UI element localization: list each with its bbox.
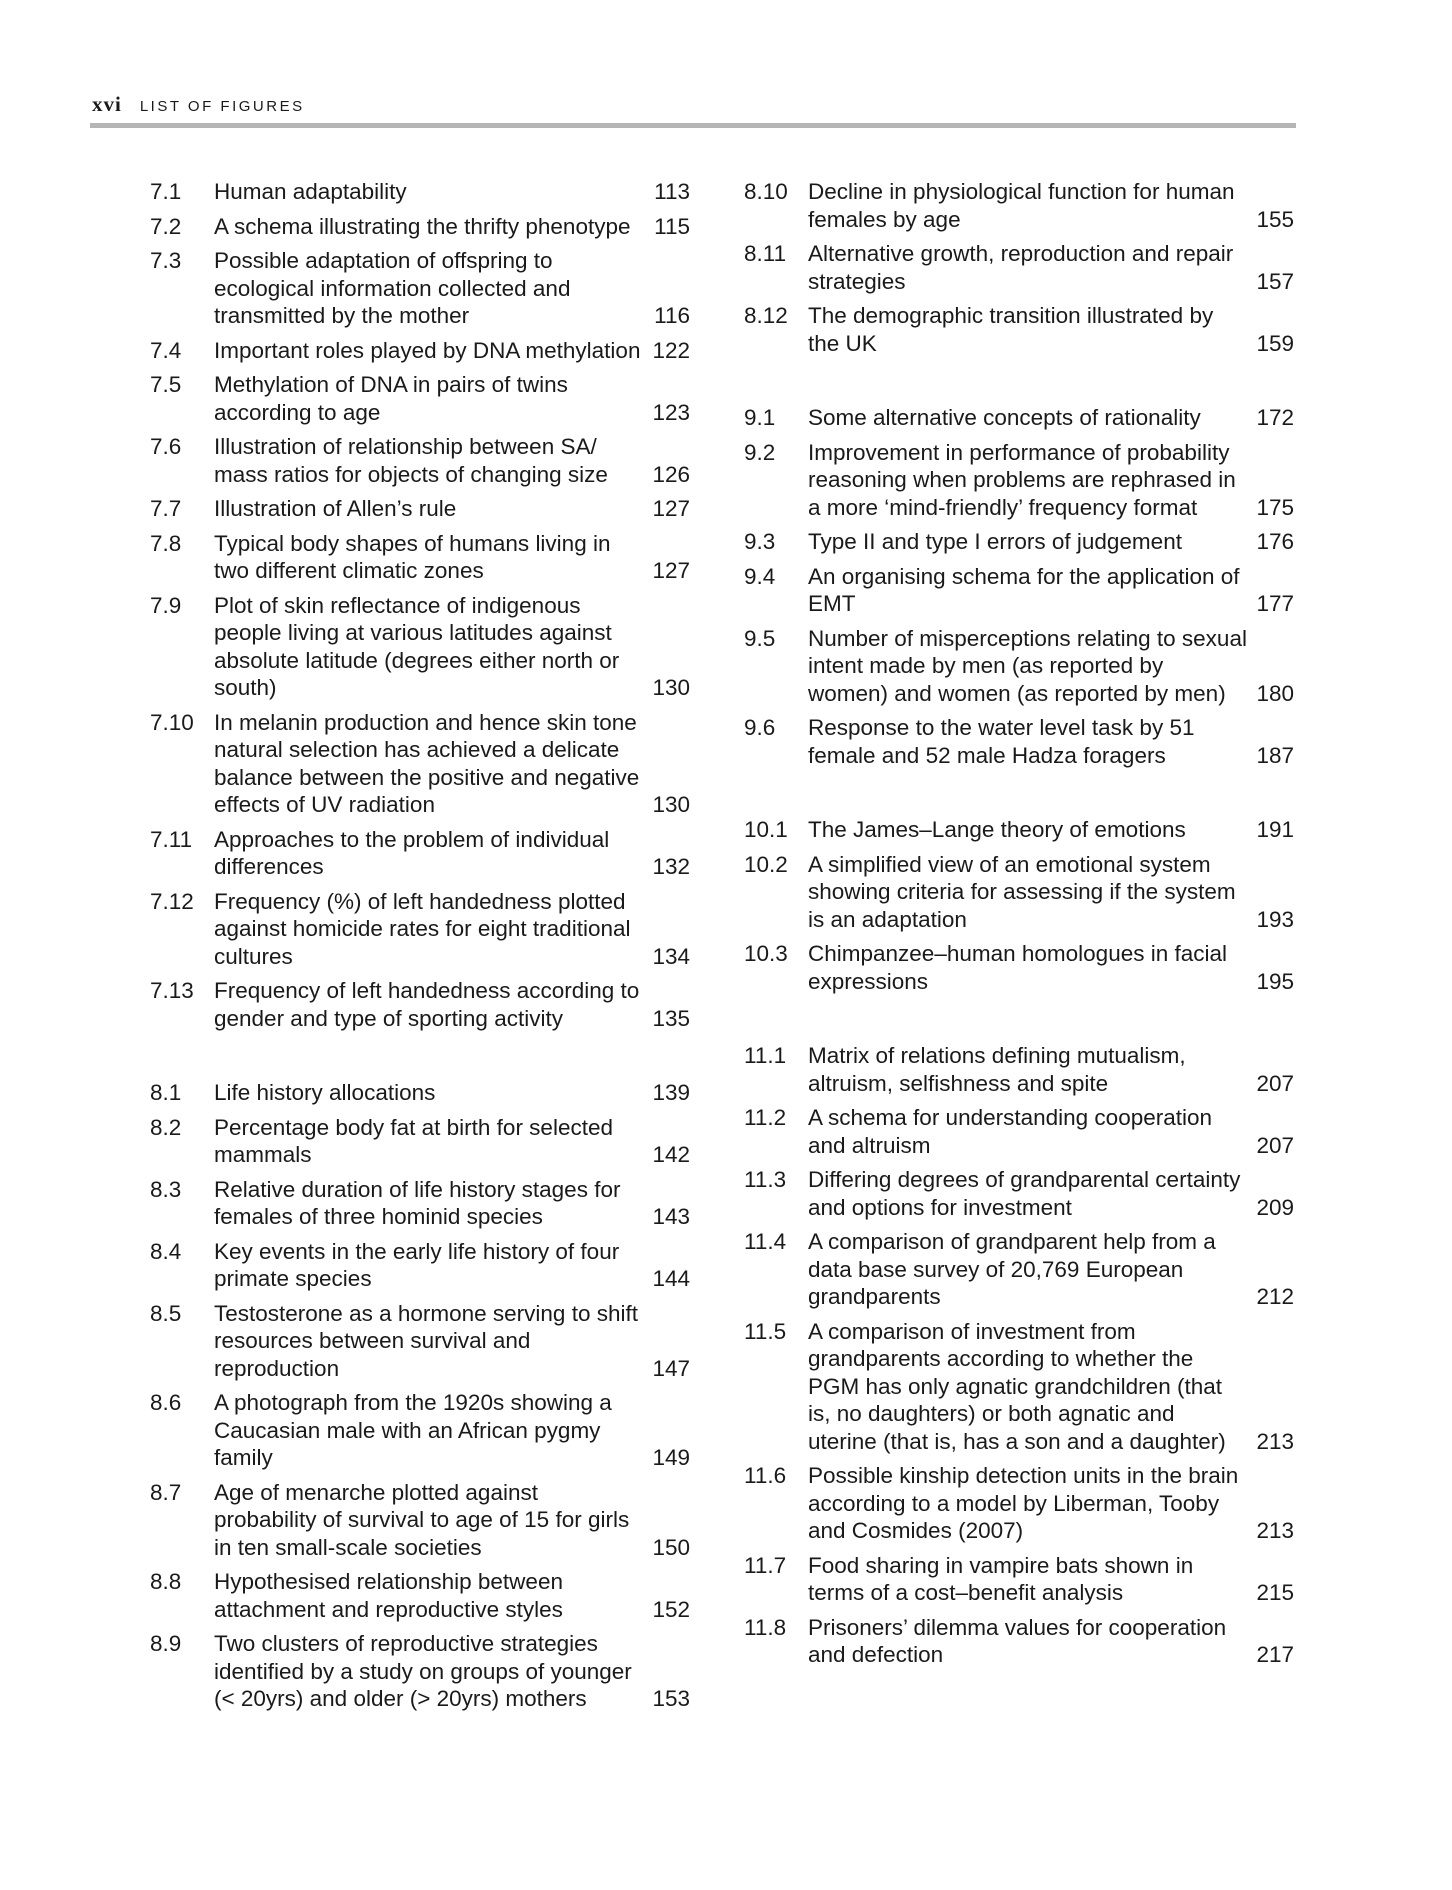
figure-title: Typical body shapes of humans living in two different climatic zones xyxy=(214,530,611,583)
figure-entry xyxy=(150,495,706,523)
figure-entry xyxy=(150,213,706,241)
figure-number: 9.2 xyxy=(744,439,776,465)
figure-entry xyxy=(150,826,706,881)
figure-number: 8.5 xyxy=(150,1300,182,1326)
figure-number: 7.10 xyxy=(150,709,194,735)
figure-title: Relative duration of life history stages for females of three hominid species xyxy=(214,1176,621,1229)
figure-title: Frequency of left handedness according to gender and type of sporting activity xyxy=(214,978,640,1031)
figure-page: 116 xyxy=(654,303,690,328)
figure-entry xyxy=(744,404,1296,432)
figure-number: 8.6 xyxy=(150,1390,182,1415)
figure-page: 132 xyxy=(652,854,690,879)
figure-title: Human adaptability xyxy=(214,179,407,204)
figure-number: 8.7 xyxy=(150,1479,182,1505)
figure-page: 215 xyxy=(1256,1580,1294,1605)
figure-number: 7.7 xyxy=(150,496,182,521)
figure-number: 8.4 xyxy=(150,1238,182,1264)
figure-page: 155 xyxy=(1256,206,1294,232)
figure-number: 9.4 xyxy=(744,563,776,589)
figure-page: 177 xyxy=(1256,591,1294,616)
figure-page: 213 xyxy=(1256,1428,1294,1454)
figure-entry xyxy=(744,1042,1296,1097)
figure-number: 7.5 xyxy=(150,372,182,397)
figure-title: Approaches to the problem of individual differences xyxy=(214,826,610,879)
figure-number: 11.1 xyxy=(744,1043,787,1068)
figure-title: Food sharing in vampire bats shown in terms of a cost–benefit analysis xyxy=(808,1552,1194,1605)
figure-title: Alternative growth, reproduction and repair strategies xyxy=(808,241,1234,294)
figure-page: 142 xyxy=(652,1142,690,1167)
figure-title: A photograph from the 1920s showing a Caucasian male with an African pygmy family xyxy=(214,1390,612,1470)
figure-title: The demographic transition illustrated by the UK xyxy=(808,303,1214,356)
figure-entry xyxy=(744,1462,1296,1545)
figure-title: Number of misperceptions relating to sexual intent made by men (as reported by women) and women (as reported by men) xyxy=(808,625,1247,706)
figure-entry xyxy=(744,816,1296,844)
figure-entry xyxy=(150,178,706,206)
figure-entry xyxy=(150,1114,706,1169)
running-head: LIST OF FIGURES xyxy=(139,98,305,115)
figure-page: 130 xyxy=(652,675,690,700)
figure-page: 150 xyxy=(652,1534,690,1560)
figure-page: 147 xyxy=(652,1355,690,1381)
figure-title: A comparison of investment from grandparents according to whether the PGM has only agnatic grandchildren (that is, no daughters) or both agnatic and uterine (that is, has a son and a daughter) xyxy=(808,1318,1226,1454)
figure-title: A schema illustrating the thrifty phenotype xyxy=(214,213,631,239)
figure-page: 153 xyxy=(652,1686,690,1711)
figure-title: Plot of skin reflectance of indigenous people living at various latitudes against absolute latitude (degrees either north or south) xyxy=(214,592,620,700)
figure-entry xyxy=(150,247,706,330)
figure-entry xyxy=(744,1552,1296,1607)
figure-number: 7.4 xyxy=(150,337,182,363)
figure-title: Prisoners’ dilemma values for cooperation and defection xyxy=(808,1614,1227,1667)
section-gap xyxy=(744,776,1296,816)
figure-entry xyxy=(150,1479,706,1562)
figure-title: Improvement in performance of probability reasoning when problems are rephrased in a more ‘mind-friendly’ frequency format xyxy=(808,439,1236,520)
figure-entry xyxy=(150,530,706,585)
section-gap xyxy=(744,1002,1296,1042)
figure-number: 8.3 xyxy=(150,1176,182,1202)
figure-page: 180 xyxy=(1256,680,1294,706)
figure-entry xyxy=(150,1568,706,1623)
left-column xyxy=(150,178,706,1720)
figure-page: 143 xyxy=(652,1204,690,1229)
figure-number: 11.4 xyxy=(744,1229,787,1254)
figure-entry xyxy=(150,888,706,971)
figure-entry xyxy=(744,302,1296,357)
page-header xyxy=(92,92,305,117)
figure-page: 176 xyxy=(1256,529,1294,554)
figure-page: 175 xyxy=(1256,494,1294,520)
figure-number: 11.2 xyxy=(744,1105,787,1130)
figure-page: 152 xyxy=(652,1596,690,1622)
figure-number: 11.7 xyxy=(744,1552,787,1578)
figure-title: Chimpanzee–human homologues in facial expressions xyxy=(808,941,1228,994)
figure-entry xyxy=(744,1614,1296,1669)
figure-title: Possible adaptation of offspring to ecological information collected and transmitted by the mother xyxy=(214,248,571,328)
figure-title: Response to the water level task by 51 female and 52 male Hadza foragers xyxy=(808,715,1195,768)
figure-number: 9.3 xyxy=(744,529,776,554)
figure-number: 8.8 xyxy=(150,1569,182,1594)
figure-entry xyxy=(744,178,1296,233)
figure-entry xyxy=(744,851,1296,934)
figure-entry xyxy=(744,1166,1296,1221)
figure-number: 10.2 xyxy=(744,851,788,877)
figure-number: 7.6 xyxy=(150,434,182,459)
figure-entry xyxy=(150,1176,706,1231)
figure-title: Life history allocations xyxy=(214,1080,436,1105)
figure-title: Methylation of DNA in pairs of twins according to age xyxy=(214,372,568,425)
figure-title: Frequency (%) of left handedness plotted against homicide rates for eight traditional cultures xyxy=(214,888,631,969)
figure-entry xyxy=(744,563,1296,618)
header-rule xyxy=(90,123,1296,128)
figure-title: The James–Lange theory of emotions xyxy=(808,817,1186,842)
figure-number: 10.3 xyxy=(744,941,788,966)
figure-page: 159 xyxy=(1256,330,1294,356)
page-number: xvi xyxy=(92,92,122,116)
figure-title: Hypothesised relationship between attachment and reproductive styles xyxy=(214,1569,563,1622)
figure-entry xyxy=(150,433,706,488)
figure-entry xyxy=(744,528,1296,556)
figure-page: 149 xyxy=(652,1445,690,1470)
figure-page: 187 xyxy=(1256,742,1294,768)
figure-page: 195 xyxy=(1256,968,1294,994)
figure-title: Key events in the early life history of four primate species xyxy=(214,1238,620,1291)
figure-number: 9.1 xyxy=(744,405,776,430)
figure-page: 209 xyxy=(1256,1194,1294,1220)
figure-entry xyxy=(744,625,1296,708)
figure-entry xyxy=(150,977,706,1032)
figure-title: Important roles played by DNA methylation xyxy=(214,337,641,363)
figure-number: 7.1 xyxy=(150,179,182,204)
figure-page: 115 xyxy=(654,213,690,239)
figure-number: 7.11 xyxy=(150,826,193,852)
section-gap xyxy=(744,364,1296,404)
figure-number: 8.1 xyxy=(150,1080,182,1105)
figure-title: Possible kinship detection units in the brain according to a model by Liberman, Tooby and Cosmides (2007) xyxy=(808,1463,1239,1543)
figure-page: 144 xyxy=(652,1266,690,1291)
figure-title: An organising schema for the application of EMT xyxy=(808,563,1240,616)
figure-entry xyxy=(744,439,1296,522)
figure-number: 9.5 xyxy=(744,625,776,651)
figure-number: 7.2 xyxy=(150,213,182,239)
figure-entry xyxy=(150,1300,706,1383)
figure-page: 212 xyxy=(1256,1284,1294,1309)
figure-number: 9.6 xyxy=(744,715,776,740)
figure-title: Age of menarche plotted against probability of survival to age of 15 for girls in ten small-scale societies xyxy=(214,1479,630,1560)
figure-entry xyxy=(744,940,1296,995)
figure-entry xyxy=(150,371,706,426)
figure-title: Some alternative concepts of rationality xyxy=(808,405,1201,430)
figure-page: 139 xyxy=(652,1080,690,1105)
figure-number: 7.13 xyxy=(150,978,194,1003)
figure-page: 135 xyxy=(652,1005,690,1031)
figure-title: Type II and type I errors of judgement xyxy=(808,529,1182,554)
figure-title: Illustration of Allen’s rule xyxy=(214,496,457,521)
figure-page: 193 xyxy=(1256,906,1294,932)
figure-page: 122 xyxy=(652,337,690,363)
figure-page: 126 xyxy=(652,461,690,487)
figure-title: A schema for understanding cooperation and altruism xyxy=(808,1105,1213,1158)
figure-page: 130 xyxy=(652,792,690,817)
section-gap xyxy=(150,1039,706,1079)
figure-title: Decline in physiological function for human females by age xyxy=(808,179,1235,232)
figure-entry xyxy=(744,240,1296,295)
figure-entry xyxy=(150,592,706,702)
figure-title: In melanin production and hence skin tone natural selection has achieved a delicate balance between the positive and negative effects of UV radiation xyxy=(214,709,640,817)
figure-number: 11.8 xyxy=(744,1614,787,1640)
figure-entry xyxy=(744,1228,1296,1311)
figure-number: 8.11 xyxy=(744,241,787,266)
figure-title: Percentage body fat at birth for selected mammals xyxy=(214,1114,613,1167)
figure-entry xyxy=(150,1630,706,1713)
figure-page: 217 xyxy=(1256,1642,1294,1667)
figure-entry xyxy=(744,1318,1296,1456)
figure-entry xyxy=(744,714,1296,769)
figure-title: Testosterone as a hormone serving to shift resources between survival and reproduction xyxy=(214,1300,638,1381)
figure-page: 213 xyxy=(1256,1518,1294,1543)
figure-number: 11.6 xyxy=(744,1463,787,1488)
figure-title: A comparison of grandparent help from a data base survey of 20,769 European grandparents xyxy=(808,1229,1216,1309)
figure-title: Differing degrees of grandparental certainty and options for investment xyxy=(808,1167,1241,1220)
figure-page: 207 xyxy=(1256,1070,1294,1096)
figure-entry xyxy=(150,1389,706,1472)
figure-number: 10.1 xyxy=(744,817,788,842)
figure-number: 7.3 xyxy=(150,248,182,273)
figure-number: 8.12 xyxy=(744,303,788,328)
figure-entry xyxy=(744,1104,1296,1159)
figure-page: 127 xyxy=(652,558,690,583)
figure-page: 134 xyxy=(652,943,690,969)
figure-page: 157 xyxy=(1256,268,1294,294)
figure-title: Illustration of relationship between SA/ mass ratios for objects of changing size xyxy=(214,434,608,487)
figure-entry xyxy=(150,1238,706,1293)
figure-page: 172 xyxy=(1256,405,1294,430)
figure-page: 207 xyxy=(1256,1132,1294,1158)
figure-number: 8.10 xyxy=(744,179,788,204)
figure-entry xyxy=(150,709,706,819)
figure-number: 11.3 xyxy=(744,1167,787,1192)
figure-number: 11.5 xyxy=(744,1318,787,1344)
figure-title: Two clusters of reproductive strategies identified by a study on groups of younger (< 20yrs) and older (> 20yrs) mothers xyxy=(214,1631,632,1711)
figure-entry xyxy=(150,337,706,365)
figure-entry xyxy=(150,1079,706,1107)
figure-page: 123 xyxy=(652,399,690,425)
figure-number: 7.9 xyxy=(150,592,182,618)
figure-page: 113 xyxy=(654,179,690,204)
figure-page: 127 xyxy=(652,496,690,521)
figure-number: 7.8 xyxy=(150,530,182,556)
right-column xyxy=(744,178,1296,1676)
figure-number: 8.9 xyxy=(150,1631,182,1656)
figure-page: 191 xyxy=(1256,817,1294,842)
figure-number: 8.2 xyxy=(150,1114,182,1140)
figure-title: A simplified view of an emotional system showing criteria for assessing if the system is an adaptation xyxy=(808,851,1236,932)
figure-number: 7.12 xyxy=(150,888,194,914)
figure-title: Matrix of relations defining mutualism, altruism, selfishness and spite xyxy=(808,1043,1186,1096)
